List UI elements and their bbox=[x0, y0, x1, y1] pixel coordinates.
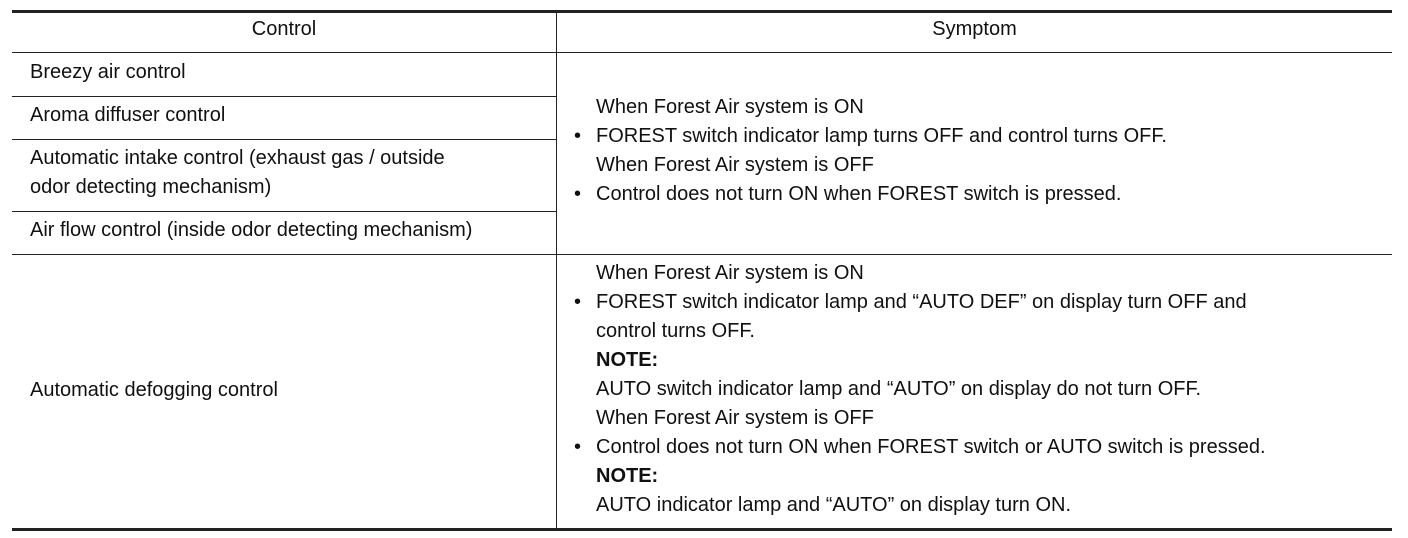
control-automatic-intake-line2: odor detecting mechanism) bbox=[30, 176, 272, 198]
note-text: AUTO switch indicator lamp and “AUTO” on display do not turn OFF. bbox=[596, 378, 1202, 400]
group-divider bbox=[12, 254, 1392, 255]
symptom-group1 bbox=[574, 93, 1384, 213]
control-aroma-diffuser: Aroma diffuser control bbox=[30, 104, 226, 126]
table-bottom-border bbox=[12, 528, 1392, 531]
row-divider bbox=[12, 139, 557, 140]
header-control: Control bbox=[251, 18, 317, 40]
control-air-flow: Air flow control (inside odor detecting mechanism) bbox=[30, 219, 473, 241]
row-divider bbox=[12, 211, 557, 212]
note-text: AUTO indicator lamp and “AUTO” on display turn ON. bbox=[596, 494, 1071, 516]
symptom-table bbox=[12, 0, 1392, 538]
symptom-group2 bbox=[574, 259, 1392, 523]
symptom-on-bullet-line2: control turns OFF. bbox=[596, 320, 755, 342]
control-automatic-intake bbox=[30, 144, 550, 202]
column-divider bbox=[556, 12, 557, 529]
symptom-on-heading: When Forest Air system is ON bbox=[596, 262, 864, 284]
symptom-off-heading: When Forest Air system is OFF bbox=[596, 407, 874, 429]
symptom-on-bullet-line1: FOREST switch indicator lamp and “AUTO DEF” on display turn OFF and bbox=[596, 291, 1247, 313]
table-top-border bbox=[12, 10, 1392, 13]
header-symptom: Symptom bbox=[932, 18, 1017, 40]
bullet-marker: • bbox=[574, 436, 582, 458]
control-breezy-air: Breezy air control bbox=[30, 61, 186, 83]
control-automatic-defogging: Automatic defogging control bbox=[30, 379, 278, 401]
header-divider bbox=[12, 52, 1392, 53]
bullet-marker: • bbox=[574, 183, 582, 205]
symptom-on-bullet: FOREST switch indicator lamp turns OFF and control turns OFF. bbox=[596, 125, 1167, 147]
note-label: NOTE: bbox=[596, 465, 659, 487]
bullet-marker: • bbox=[574, 125, 582, 147]
note-label: NOTE: bbox=[596, 349, 659, 371]
row-divider bbox=[12, 96, 557, 97]
symptom-off-heading: When Forest Air system is OFF bbox=[596, 154, 874, 176]
symptom-on-heading: When Forest Air system is ON bbox=[596, 96, 864, 118]
symptom-off-bullet: Control does not turn ON when FOREST switch or AUTO switch is pressed. bbox=[596, 436, 1266, 458]
control-automatic-intake-line1: Automatic intake control (exhaust gas / outside bbox=[30, 147, 445, 169]
symptom-off-bullet: Control does not turn ON when FOREST switch is pressed. bbox=[596, 183, 1122, 205]
bullet-marker: • bbox=[574, 291, 582, 313]
